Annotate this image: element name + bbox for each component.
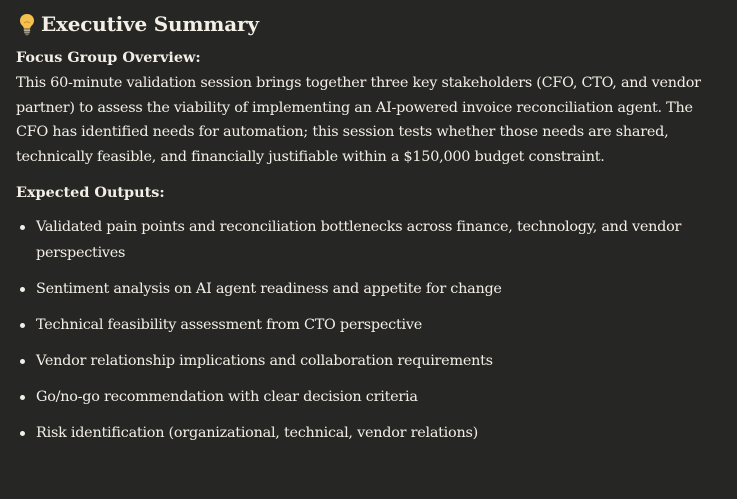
section-title: Executive Summary	[41, 12, 259, 36]
bullet-icon	[20, 287, 25, 292]
bullet-icon	[20, 323, 25, 328]
list-item	[16, 384, 721, 410]
list-item-text: Go/no-go recommendation with clear decision criteria	[36, 389, 418, 406]
list-item-text: Vendor relationship implications and collaboration requirements	[36, 353, 493, 370]
list-item-text: Sentiment analysis on AI agent readiness and appetite for change	[36, 281, 502, 298]
overview-text: This 60-minute validation session brings together three key stakeholders (CFO, CTO, and vendor partner) to assess the viability of implementing an AI-powered invoice reconciliation agent. The CFO has identified needs for automation; this session tests whether those needs are shared, technically feasible, and financially justifiable within a $150,000 budget constraint.	[16, 75, 701, 165]
list-item	[16, 276, 721, 302]
list-item-text: Technical feasibility assessment from CTO perspective	[36, 317, 422, 334]
lightbulb-icon	[17, 12, 37, 36]
list-item	[16, 312, 721, 338]
list-item	[16, 420, 721, 446]
list-item-text: Risk identification (organizational, technical, vendor relations)	[36, 425, 478, 442]
list-item-text: Validated pain points and reconciliation bottlenecks across finance, technology, and vendor perspectives	[36, 219, 682, 262]
section-heading	[16, 10, 721, 38]
list-item	[16, 214, 721, 266]
bullet-icon	[20, 225, 25, 230]
bullet-icon	[20, 395, 25, 400]
outputs-list	[16, 214, 721, 446]
bullet-icon	[20, 431, 25, 436]
outputs-label: Expected Outputs:	[16, 184, 165, 202]
list-item	[16, 348, 721, 374]
bullet-icon	[20, 359, 25, 364]
overview-label: Focus Group Overview:	[16, 49, 201, 66]
